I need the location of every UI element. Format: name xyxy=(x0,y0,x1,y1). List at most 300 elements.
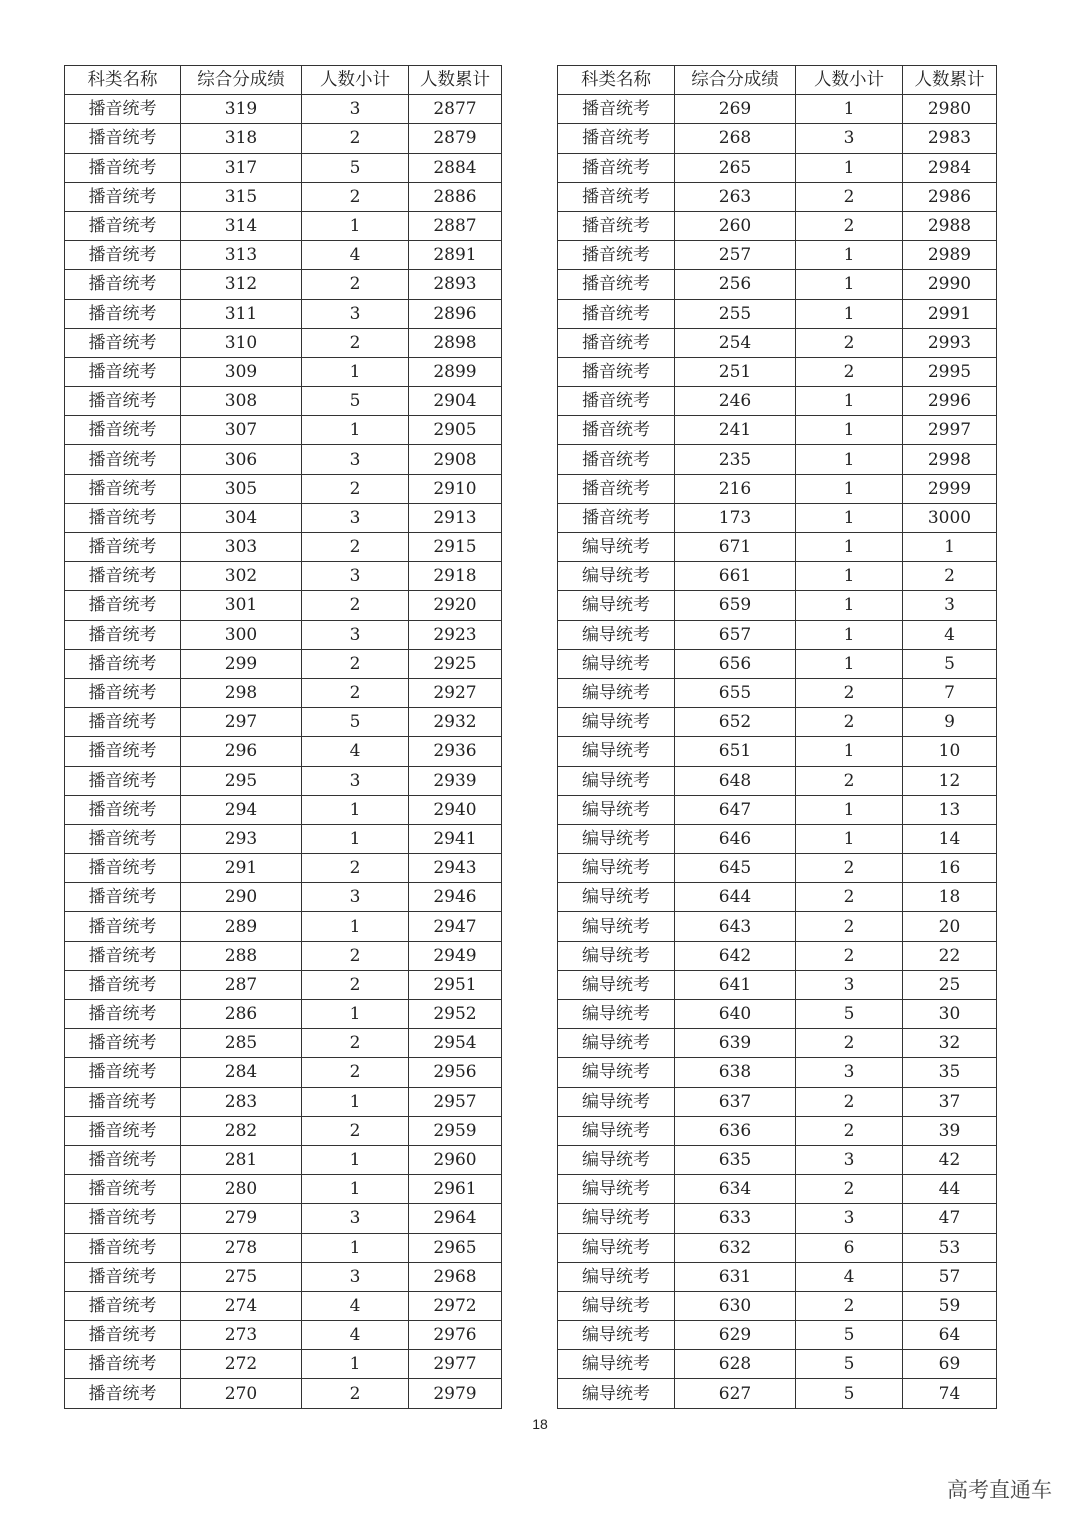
table-row xyxy=(65,474,502,503)
table-row xyxy=(65,211,502,240)
cell-score: 293 xyxy=(181,824,302,853)
cell-cumulative: 1 xyxy=(903,533,997,562)
cell-cumulative: 2961 xyxy=(409,1175,502,1204)
cell-count: 2 xyxy=(302,1379,409,1408)
cell-cumulative: 2997 xyxy=(903,416,997,445)
cell-score: 241 xyxy=(675,416,796,445)
cell-cumulative: 2986 xyxy=(903,182,997,211)
table-row xyxy=(558,678,997,707)
table-row xyxy=(65,824,502,853)
cell-count: 2 xyxy=(796,678,903,707)
table-row xyxy=(558,533,997,562)
cell-category: 播音统考 xyxy=(65,270,181,299)
table-row xyxy=(65,708,502,737)
cell-category: 播音统考 xyxy=(65,328,181,357)
table-row xyxy=(65,1291,502,1320)
cell-score: 216 xyxy=(675,474,796,503)
cell-score: 671 xyxy=(675,533,796,562)
cell-count: 2 xyxy=(796,766,903,795)
cell-cumulative: 2 xyxy=(903,562,997,591)
cell-score: 273 xyxy=(181,1321,302,1350)
table-row xyxy=(558,1233,997,1262)
cell-cumulative: 64 xyxy=(903,1321,997,1350)
cell-category: 编导统考 xyxy=(558,1029,675,1058)
cell-count: 2 xyxy=(302,124,409,153)
cell-count: 1 xyxy=(302,357,409,386)
cell-score: 318 xyxy=(181,124,302,153)
cell-category: 播音统考 xyxy=(558,270,675,299)
cell-category: 播音统考 xyxy=(65,620,181,649)
header-category: 科类名称 xyxy=(558,66,675,95)
cell-score: 308 xyxy=(181,387,302,416)
cell-score: 268 xyxy=(675,124,796,153)
table-row xyxy=(558,795,997,824)
table-row xyxy=(65,1233,502,1262)
cell-cumulative: 2988 xyxy=(903,211,997,240)
table-row xyxy=(558,1291,997,1320)
table-row xyxy=(558,562,997,591)
cell-cumulative: 2995 xyxy=(903,357,997,386)
cell-count: 1 xyxy=(796,503,903,532)
cell-count: 3 xyxy=(796,1204,903,1233)
cell-count: 2 xyxy=(796,211,903,240)
cell-score: 314 xyxy=(181,211,302,240)
cell-category: 编导统考 xyxy=(558,1204,675,1233)
table-row xyxy=(65,1145,502,1174)
cell-score: 635 xyxy=(675,1145,796,1174)
cell-category: 编导统考 xyxy=(558,1175,675,1204)
cell-score: 280 xyxy=(181,1175,302,1204)
cell-cumulative: 2977 xyxy=(409,1350,502,1379)
table-row xyxy=(65,416,502,445)
cell-cumulative: 2923 xyxy=(409,620,502,649)
cell-score: 282 xyxy=(181,1116,302,1145)
cell-score: 632 xyxy=(675,1233,796,1262)
cell-count: 1 xyxy=(302,211,409,240)
cell-count: 5 xyxy=(796,1321,903,1350)
cell-category: 播音统考 xyxy=(65,766,181,795)
cell-cumulative: 2959 xyxy=(409,1116,502,1145)
cell-cumulative: 2915 xyxy=(409,533,502,562)
cell-cumulative: 59 xyxy=(903,1291,997,1320)
cell-cumulative: 2996 xyxy=(903,387,997,416)
cell-category: 播音统考 xyxy=(65,562,181,591)
cell-category: 播音统考 xyxy=(65,503,181,532)
table-row xyxy=(65,153,502,182)
cell-category: 播音统考 xyxy=(558,95,675,124)
table-row xyxy=(65,1350,502,1379)
cell-count: 1 xyxy=(302,1175,409,1204)
cell-cumulative: 2984 xyxy=(903,153,997,182)
cell-category: 播音统考 xyxy=(65,182,181,211)
cell-category: 编导统考 xyxy=(558,766,675,795)
table-row xyxy=(558,153,997,182)
cell-count: 2 xyxy=(302,1029,409,1058)
cell-score: 657 xyxy=(675,620,796,649)
cell-score: 636 xyxy=(675,1116,796,1145)
cell-cumulative: 10 xyxy=(903,737,997,766)
cell-cumulative: 7 xyxy=(903,678,997,707)
table-row xyxy=(65,737,502,766)
cell-count: 2 xyxy=(796,883,903,912)
cell-cumulative: 47 xyxy=(903,1204,997,1233)
cell-count: 2 xyxy=(796,912,903,941)
cell-score: 629 xyxy=(675,1321,796,1350)
cell-score: 305 xyxy=(181,474,302,503)
cell-cumulative: 2884 xyxy=(409,153,502,182)
header-count: 人数小计 xyxy=(796,66,903,95)
cell-count: 3 xyxy=(302,503,409,532)
cell-count: 4 xyxy=(302,1291,409,1320)
cell-category: 播音统考 xyxy=(65,357,181,386)
table-header-row xyxy=(65,66,502,95)
table-row xyxy=(558,620,997,649)
cell-category: 编导统考 xyxy=(558,912,675,941)
cell-cumulative: 39 xyxy=(903,1116,997,1145)
cell-category: 编导统考 xyxy=(558,708,675,737)
cell-count: 2 xyxy=(796,941,903,970)
cell-count: 2 xyxy=(796,1029,903,1058)
cell-count: 1 xyxy=(302,1000,409,1029)
cell-cumulative: 2939 xyxy=(409,766,502,795)
cell-cumulative: 20 xyxy=(903,912,997,941)
cell-category: 播音统考 xyxy=(558,153,675,182)
cell-score: 627 xyxy=(675,1379,796,1408)
cell-count: 1 xyxy=(302,1350,409,1379)
cell-cumulative: 5 xyxy=(903,649,997,678)
table-row xyxy=(558,1379,997,1408)
cell-count: 2 xyxy=(796,328,903,357)
cell-cumulative: 44 xyxy=(903,1175,997,1204)
cell-cumulative: 2952 xyxy=(409,1000,502,1029)
cell-category: 播音统考 xyxy=(65,912,181,941)
cell-score: 645 xyxy=(675,854,796,883)
table-row xyxy=(65,1204,502,1233)
cell-category: 编导统考 xyxy=(558,1000,675,1029)
table-row xyxy=(558,824,997,853)
table-row xyxy=(558,241,997,270)
cell-count: 3 xyxy=(302,620,409,649)
cell-score: 656 xyxy=(675,649,796,678)
cell-score: 299 xyxy=(181,649,302,678)
cell-score: 310 xyxy=(181,328,302,357)
cell-cumulative: 2947 xyxy=(409,912,502,941)
cell-count: 3 xyxy=(302,1204,409,1233)
cell-category: 编导统考 xyxy=(558,1321,675,1350)
cell-cumulative: 2886 xyxy=(409,182,502,211)
cell-score: 256 xyxy=(675,270,796,299)
table-row xyxy=(65,649,502,678)
table-row xyxy=(558,970,997,999)
cell-category: 编导统考 xyxy=(558,883,675,912)
table-row xyxy=(558,299,997,328)
table-row xyxy=(65,124,502,153)
cell-count: 1 xyxy=(302,824,409,853)
cell-count: 3 xyxy=(302,445,409,474)
cell-score: 648 xyxy=(675,766,796,795)
cell-category: 播音统考 xyxy=(558,503,675,532)
cell-category: 编导统考 xyxy=(558,970,675,999)
cell-cumulative: 2936 xyxy=(409,737,502,766)
cell-cumulative: 2964 xyxy=(409,1204,502,1233)
cell-category: 播音统考 xyxy=(65,1029,181,1058)
table-row xyxy=(558,270,997,299)
cell-count: 1 xyxy=(302,1233,409,1262)
table-row xyxy=(65,854,502,883)
cell-cumulative: 2980 xyxy=(903,95,997,124)
cell-cumulative: 2910 xyxy=(409,474,502,503)
cell-count: 1 xyxy=(796,533,903,562)
cell-category: 播音统考 xyxy=(65,299,181,328)
cell-cumulative: 2972 xyxy=(409,1291,502,1320)
table-row xyxy=(558,591,997,620)
cell-count: 3 xyxy=(302,1262,409,1291)
table-row xyxy=(558,445,997,474)
cell-count: 3 xyxy=(302,562,409,591)
cell-count: 4 xyxy=(796,1262,903,1291)
cell-cumulative: 2927 xyxy=(409,678,502,707)
cell-cumulative: 2954 xyxy=(409,1029,502,1058)
cell-cumulative: 2960 xyxy=(409,1145,502,1174)
cell-score: 641 xyxy=(675,970,796,999)
cell-count: 1 xyxy=(796,620,903,649)
cell-cumulative: 2976 xyxy=(409,1321,502,1350)
cell-category: 编导统考 xyxy=(558,620,675,649)
cell-score: 300 xyxy=(181,620,302,649)
cell-score: 311 xyxy=(181,299,302,328)
cell-count: 2 xyxy=(302,678,409,707)
cell-count: 2 xyxy=(796,1291,903,1320)
table-row xyxy=(558,357,997,386)
cell-count: 5 xyxy=(796,1379,903,1408)
cell-cumulative: 2899 xyxy=(409,357,502,386)
cell-count: 1 xyxy=(302,416,409,445)
cell-count: 1 xyxy=(796,416,903,445)
cell-count: 2 xyxy=(302,649,409,678)
cell-count: 1 xyxy=(796,474,903,503)
cell-count: 2 xyxy=(302,474,409,503)
cell-cumulative: 3000 xyxy=(903,503,997,532)
cell-score: 251 xyxy=(675,357,796,386)
cell-cumulative: 2925 xyxy=(409,649,502,678)
table-row xyxy=(65,503,502,532)
cell-score: 281 xyxy=(181,1145,302,1174)
table-row xyxy=(558,387,997,416)
cell-cumulative: 18 xyxy=(903,883,997,912)
table-row xyxy=(65,445,502,474)
cell-score: 317 xyxy=(181,153,302,182)
cell-category: 播音统考 xyxy=(65,824,181,853)
cell-cumulative: 37 xyxy=(903,1087,997,1116)
header-count: 人数小计 xyxy=(302,66,409,95)
cell-category: 播音统考 xyxy=(65,1379,181,1408)
cell-category: 播音统考 xyxy=(65,591,181,620)
cell-cumulative: 2999 xyxy=(903,474,997,503)
cell-cumulative: 13 xyxy=(903,795,997,824)
table-row xyxy=(558,854,997,883)
cell-category: 编导统考 xyxy=(558,1379,675,1408)
table-row xyxy=(65,970,502,999)
table-row xyxy=(65,766,502,795)
table-row xyxy=(65,1321,502,1350)
cell-category: 编导统考 xyxy=(558,562,675,591)
cell-cumulative: 2904 xyxy=(409,387,502,416)
watermark: 高考直通车 xyxy=(947,1478,1052,1502)
cell-score: 628 xyxy=(675,1350,796,1379)
cell-category: 播音统考 xyxy=(558,182,675,211)
cell-category: 编导统考 xyxy=(558,1116,675,1145)
cell-cumulative: 2990 xyxy=(903,270,997,299)
cell-cumulative: 2891 xyxy=(409,241,502,270)
cell-category: 播音统考 xyxy=(558,357,675,386)
cell-category: 播音统考 xyxy=(65,737,181,766)
cell-category: 播音统考 xyxy=(65,708,181,737)
cell-count: 5 xyxy=(796,1350,903,1379)
cell-cumulative: 2932 xyxy=(409,708,502,737)
table-row xyxy=(65,562,502,591)
table-row xyxy=(65,795,502,824)
cell-cumulative: 2968 xyxy=(409,1262,502,1291)
table-row xyxy=(558,1000,997,1029)
cell-count: 2 xyxy=(302,970,409,999)
cell-category: 播音统考 xyxy=(65,533,181,562)
cell-score: 315 xyxy=(181,182,302,211)
cell-score: 265 xyxy=(675,153,796,182)
cell-cumulative: 2879 xyxy=(409,124,502,153)
table-row xyxy=(65,182,502,211)
cell-cumulative: 2951 xyxy=(409,970,502,999)
cell-category: 播音统考 xyxy=(65,649,181,678)
cell-cumulative: 30 xyxy=(903,1000,997,1029)
cell-category: 播音统考 xyxy=(65,1000,181,1029)
cell-score: 319 xyxy=(181,95,302,124)
cell-score: 303 xyxy=(181,533,302,562)
cell-cumulative: 12 xyxy=(903,766,997,795)
cell-count: 1 xyxy=(796,153,903,182)
cell-score: 302 xyxy=(181,562,302,591)
cell-category: 播音统考 xyxy=(65,1058,181,1087)
cell-count: 2 xyxy=(796,357,903,386)
cell-category: 播音统考 xyxy=(65,124,181,153)
cell-category: 编导统考 xyxy=(558,1262,675,1291)
cell-count: 1 xyxy=(796,562,903,591)
cell-category: 播音统考 xyxy=(65,95,181,124)
cell-category: 编导统考 xyxy=(558,1350,675,1379)
cell-cumulative: 9 xyxy=(903,708,997,737)
cell-count: 3 xyxy=(302,95,409,124)
cell-category: 播音统考 xyxy=(65,1321,181,1350)
cell-category: 播音统考 xyxy=(65,1087,181,1116)
cell-score: 297 xyxy=(181,708,302,737)
cell-cumulative: 2949 xyxy=(409,941,502,970)
cell-count: 3 xyxy=(302,766,409,795)
table-row xyxy=(65,1058,502,1087)
cell-score: 272 xyxy=(181,1350,302,1379)
cell-score: 309 xyxy=(181,357,302,386)
table-row xyxy=(65,883,502,912)
cell-count: 4 xyxy=(302,1321,409,1350)
table-row xyxy=(558,474,997,503)
table-row xyxy=(558,211,997,240)
cell-count: 2 xyxy=(796,708,903,737)
cell-cumulative: 2998 xyxy=(903,445,997,474)
cell-count: 5 xyxy=(302,708,409,737)
cell-score: 286 xyxy=(181,1000,302,1029)
header-cumulative: 人数累计 xyxy=(409,66,502,95)
cell-score: 246 xyxy=(675,387,796,416)
table-row xyxy=(65,591,502,620)
cell-score: 642 xyxy=(675,941,796,970)
cell-score: 638 xyxy=(675,1058,796,1087)
cell-score: 647 xyxy=(675,795,796,824)
cell-count: 1 xyxy=(796,445,903,474)
cell-score: 279 xyxy=(181,1204,302,1233)
cell-score: 257 xyxy=(675,241,796,270)
cell-category: 播音统考 xyxy=(558,387,675,416)
cell-cumulative: 2918 xyxy=(409,562,502,591)
cell-score: 291 xyxy=(181,854,302,883)
cell-category: 播音统考 xyxy=(65,1350,181,1379)
cell-score: 278 xyxy=(181,1233,302,1262)
cell-score: 260 xyxy=(675,211,796,240)
table-row xyxy=(558,912,997,941)
cell-score: 269 xyxy=(675,95,796,124)
cell-category: 播音统考 xyxy=(65,1116,181,1145)
cell-count: 3 xyxy=(796,970,903,999)
cell-category: 编导统考 xyxy=(558,649,675,678)
table-row xyxy=(558,1087,997,1116)
cell-cumulative: 2983 xyxy=(903,124,997,153)
cell-category: 编导统考 xyxy=(558,1087,675,1116)
table-row xyxy=(65,1379,502,1408)
table-row xyxy=(558,649,997,678)
cell-cumulative: 2940 xyxy=(409,795,502,824)
cell-count: 2 xyxy=(302,1116,409,1145)
table-row xyxy=(65,620,502,649)
cell-count: 2 xyxy=(302,328,409,357)
cell-score: 298 xyxy=(181,678,302,707)
cell-cumulative: 2913 xyxy=(409,503,502,532)
cell-score: 637 xyxy=(675,1087,796,1116)
cell-count: 2 xyxy=(796,854,903,883)
cell-score: 307 xyxy=(181,416,302,445)
cell-cumulative: 2908 xyxy=(409,445,502,474)
cell-cumulative: 2965 xyxy=(409,1233,502,1262)
cell-count: 3 xyxy=(796,1058,903,1087)
cell-score: 652 xyxy=(675,708,796,737)
cell-category: 播音统考 xyxy=(65,153,181,182)
table-row xyxy=(65,241,502,270)
cell-cumulative: 16 xyxy=(903,854,997,883)
cell-cumulative: 22 xyxy=(903,941,997,970)
cell-cumulative: 14 xyxy=(903,824,997,853)
cell-category: 播音统考 xyxy=(65,970,181,999)
cell-cumulative: 42 xyxy=(903,1145,997,1174)
cell-count: 1 xyxy=(302,1087,409,1116)
cell-category: 播音统考 xyxy=(65,1145,181,1174)
table-row xyxy=(558,95,997,124)
cell-category: 编导统考 xyxy=(558,1291,675,1320)
cell-score: 301 xyxy=(181,591,302,620)
cell-category: 播音统考 xyxy=(65,445,181,474)
cell-cumulative: 2943 xyxy=(409,854,502,883)
cell-category: 编导统考 xyxy=(558,824,675,853)
cell-score: 274 xyxy=(181,1291,302,1320)
cell-cumulative: 2991 xyxy=(903,299,997,328)
cell-cumulative: 2946 xyxy=(409,883,502,912)
cell-cumulative: 32 xyxy=(903,1029,997,1058)
cell-cumulative: 2893 xyxy=(409,270,502,299)
